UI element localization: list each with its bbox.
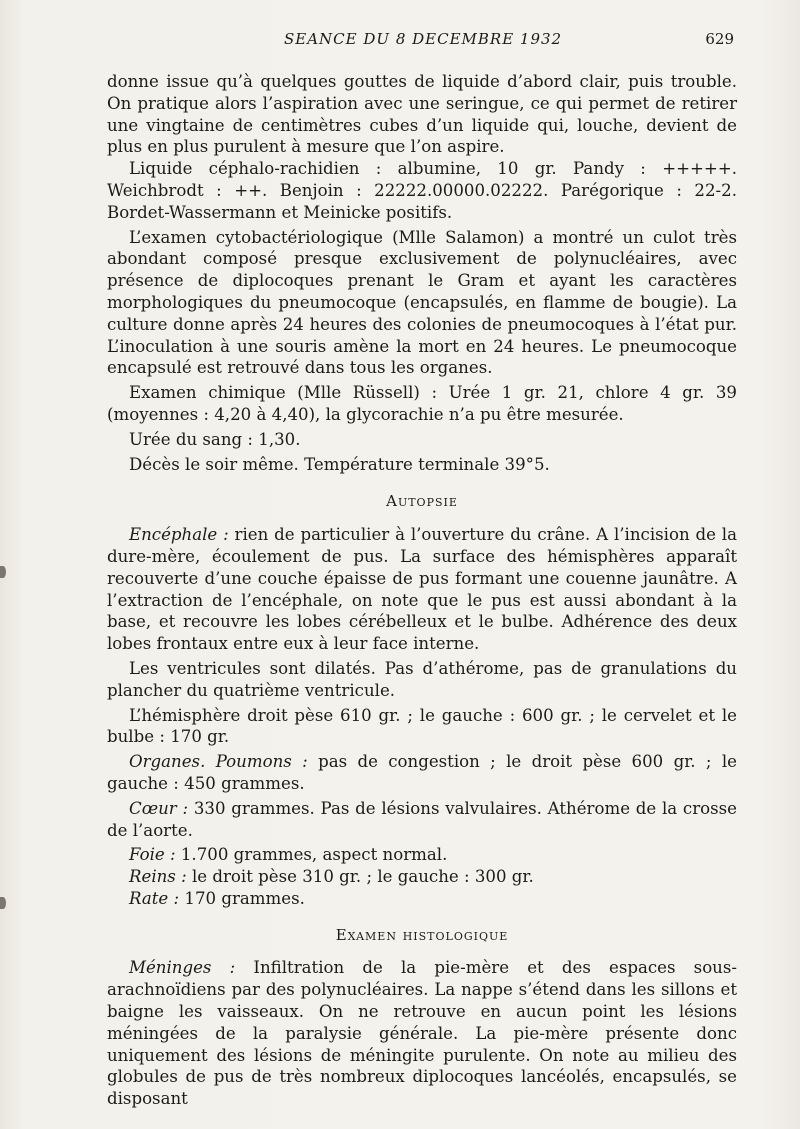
page-header <box>0 30 800 56</box>
text-encephale: rien de particulier à l’ouverture du crâne. A l’incision de la dure-mère, écoulement de pus. La surface des hémisphères apparaît recouverte d’une couche épaisse de pus formant une couenne jaunâtre. A l’extraction de l’encéphale, on note que le pus est aussi abondant à la base, et recouvre les lobes cérébelleux et le bulbe. Adhérence des deux lobes frontaux entre eux à leur face interne. <box>107 525 737 654</box>
label-rate: Rate : <box>129 888 180 908</box>
paragraph: L’hémisphère droit pèse 610 gr. ; le gauche : 600 gr. ; le cervelet et le bulbe : 170 gr. <box>107 705 737 747</box>
paragraph <box>107 844 737 866</box>
paragraph: Examen chimique (Mlle Rüssell) : Urée 1 gr. 21, chlore 4 gr. 39 (moyennes : 4,20 à 4,40), la glycorachie n’a pu être mesurée. <box>107 383 737 424</box>
body-text <box>107 71 737 1110</box>
text-organes: pas de congestion ; le droit pèse 600 gr. ; le gauche : 450 grammes. <box>107 752 737 793</box>
paragraph: Les ventricules sont dilatés. Pas d’athérome, pas de granulations du plancher du quatrième ventricule. <box>107 658 737 700</box>
paragraph <box>107 888 737 910</box>
label-reins: Reins : <box>129 867 187 887</box>
text-rate: 170 grammes. <box>179 888 305 908</box>
label-encephale: Encéphale : <box>129 525 229 545</box>
section-heading-histologie: Examen histologique <box>335 925 509 944</box>
paragraph <box>107 751 737 795</box>
label-foie: Foie : <box>129 845 176 865</box>
text-reins: le droit pèse 310 gr. ; le gauche : 300 gr. <box>186 867 534 887</box>
paragraph <box>107 524 737 655</box>
paragraph: L’examen cytobactériologique (Mlle Salamon) a montré un culot très abondant composé presque exclusivement de polynucléaires, avec présence de diplocoques prenant le Gram et ayant les caractères morphologiques du pneumocoque (encapsulés, en flamme de bougie). La culture donne après 24 heures des colonies de pneumocoques à l’état pur. L’inoculation à une souris amène la mort en 24 heures. Le pneumocoque encapsulé est retrouvé dans tous les organes. <box>107 227 737 378</box>
text-coeur: 330 grammes. Pas de lésions valvulaires. Athérome de la crosse de l’aorte. <box>107 798 737 840</box>
text-foie: 1.700 grammes, aspect normal. <box>175 845 448 865</box>
page-number: 629 <box>705 30 734 48</box>
label-coeur: Cœur : <box>129 798 189 818</box>
paragraph: donne issue qu’à quelques gouttes de liquide d’abord clair, puis trouble. On pratique alors l’aspiration avec une seringue, ce qui permet de retirer une vingtaine de centimètres cubes d’un liquide qui, louche, devient de plus en plus purulent à mesure que l’on aspire. <box>107 72 737 157</box>
paragraph <box>107 798 737 842</box>
paragraph <box>107 866 737 888</box>
label-organes: Organes. Poumons : <box>129 752 308 772</box>
paragraph: Urée du sang : 1,30. <box>129 429 301 449</box>
running-head: SEANCE DU 8 DECEMBRE 1932 <box>284 30 563 48</box>
paragraph <box>107 957 737 1110</box>
text-meninges: Infiltration de la pie-mère et des espaces sous-arachnoïdiens par des polynucléaires. La nappe s’étend dans les sillons et baigne les vaisseaux. On ne retrouve en aucun point les lésions méningées de la paralysie générale. La pie-mère présente donc uniquement des lésions de méningite purulente. On note au milieu des globules de pus de très nombreux diplocoques lancéolés, encapsulés, se disposant <box>107 958 737 1109</box>
paragraph: Liquide céphalo-rachidien : albumine, 10 gr. Pandy : +++++. Weichbrodt : ++. Benjoin : 22222.00000.02222. Parégorique : 22-2. Bordet-Wassermann et Meinicke positifs. <box>107 159 737 222</box>
paragraph: Décès le soir même. Température terminale 39°5. <box>129 454 550 474</box>
margin-mark <box>0 566 6 578</box>
label-meninges: Méninges : <box>129 958 236 978</box>
section-heading-autopsie: Autopsie <box>386 492 458 511</box>
margin-mark <box>0 897 6 909</box>
